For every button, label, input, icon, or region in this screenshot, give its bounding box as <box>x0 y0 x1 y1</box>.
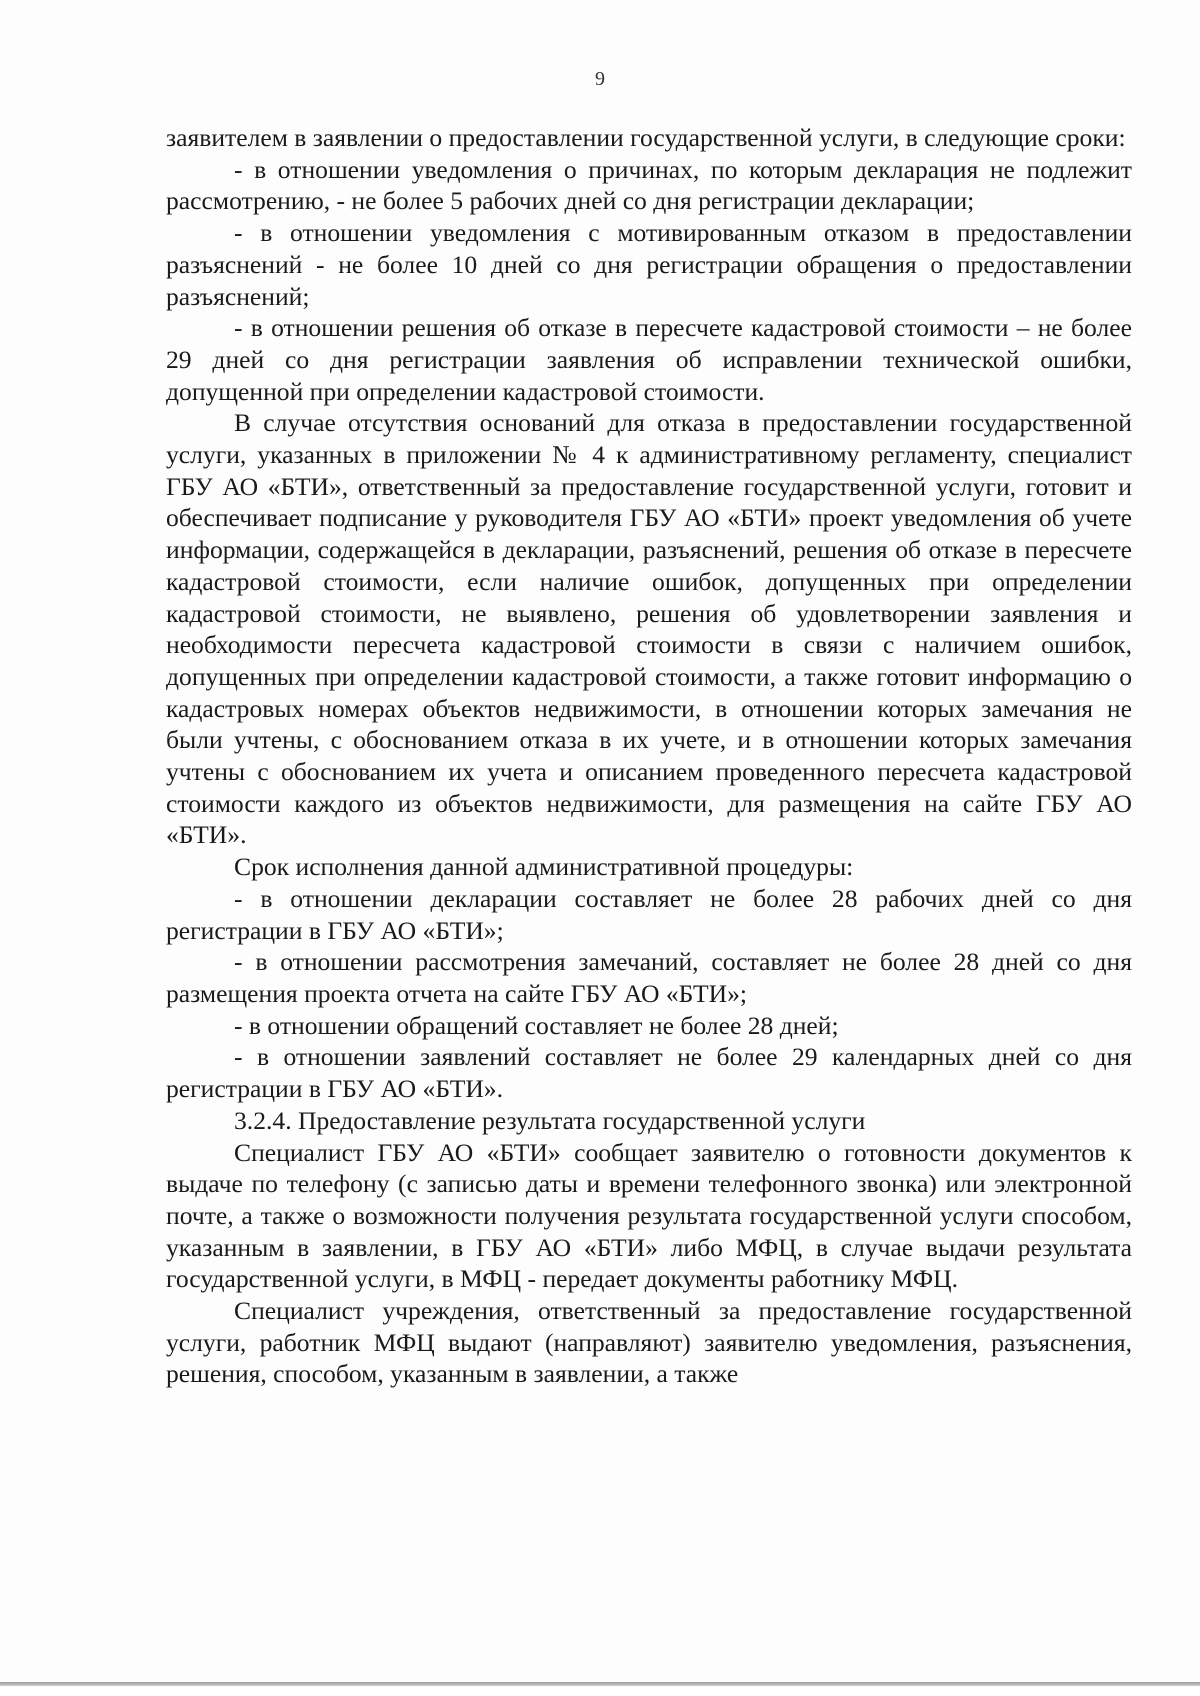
scan-bottom-margin <box>0 1687 1200 1696</box>
scan-bottom-edge <box>0 1682 1200 1686</box>
paragraph-procedure-term-heading: Срок исполнения данной административной процедуры: <box>234 852 854 882</box>
paragraph-term-declaration: - в отношении декларации составляет не более 28 рабочих дней со дня регистрации в ГБУ АО «БТИ»; <box>166 883 1132 945</box>
paragraph-declaration-deadline: - в отношении уведомления о причинах, по которым декларация не подлежит рассмотрению, - не более 5 рабочих дней со дня регистрации декларации; <box>166 154 1132 216</box>
paragraph-term-applications: - в отношении заявлений составляет не более 29 календарных дней со дня регистрации в ГБУ АО «БТИ». <box>166 1042 1132 1104</box>
paragraph-continuation: заявителем в заявлении о предоставлении государственной услуги, в следующие сроки: <box>166 123 1126 152</box>
paragraph-readiness-notification: Специалист ГБУ АО «БТИ» сообщает заявителю о готовности документов к выдаче по телефону (с записью даты и времени телефонного звонка) или электронной почте, а также о возможности получения результата государственной услуги способом, указанным в заявлении, в ГБУ АО «БТИ» либо МФЦ, в случае выдачи результата государственной услуги, в МФЦ - передает документы работнику МФЦ. <box>166 1137 1132 1294</box>
paragraph-term-appeals: - в отношении обращений составляет не более 28 дней; <box>234 1010 839 1040</box>
section-heading-3-2-4: 3.2.4. Предоставление результата государственной услуги <box>234 1105 866 1135</box>
paragraph-result-issuance: Специалист учреждения, ответственный за предоставление государственной услуги, работник МФЦ выдают (направляют) заявителю уведомления, разъяснения, решения, способом, указанным в заявлении, а также <box>166 1296 1132 1389</box>
paragraph-no-refusal-grounds: В случае отсутствия оснований для отказа в предоставлении государственной услуги, указанных в приложении № 4 к административному регламенту, специалист ГБУ АО «БТИ», ответственный за предоставление государственной услуги, готовит и обеспечивает подписание у руководителя ГБУ АО «БТИ» проект уведомления об учете информации, содержащейся в декларации, разъяснений, решения об отказе в пересчете кадастровой стоимости, если наличие ошибок, допущенных при определении кадастровой стоимости, не выявлено, решения об удовлетворении заявления и необходимости пересчета кадастровой стоимости в связи с наличием ошибок, допущенных при определении кадастровой стоимости, а также готовит информацию о кадастровых номерах объектов недвижимости, в отношении которых замечания не были учтены, с обоснованием отказа в их учете, и в отношении которых замечания учтены с обоснованием их учета и описанием проведенного пересчета кадастровой стоимости каждого из объектов недвижимости, для размещения на сайте ГБУ АО «БТИ». <box>166 408 1132 850</box>
paragraph-clarification-refusal-deadline: - в отношении уведомления с мотивированным отказом в предоставлении разъяснений - не более 10 дней со дня регистрации обращения о предоставлении разъяснений; <box>166 218 1132 311</box>
paragraph-recalculation-refusal-deadline: - в отношении решения об отказе в пересчете кадастровой стоимости – не более 29 дней со дня регистрации заявления об исправлении технической ошибки, допущенной при определении кадастровой стоимости. <box>166 313 1132 406</box>
page-number: 9 <box>595 68 605 90</box>
paragraph-term-remarks: - в отношении рассмотрения замечаний, составляет не более 28 дней со дня размещения проекта отчета на сайте ГБУ АО «БТИ»; <box>166 947 1132 1008</box>
document-body <box>166 122 1132 1390</box>
